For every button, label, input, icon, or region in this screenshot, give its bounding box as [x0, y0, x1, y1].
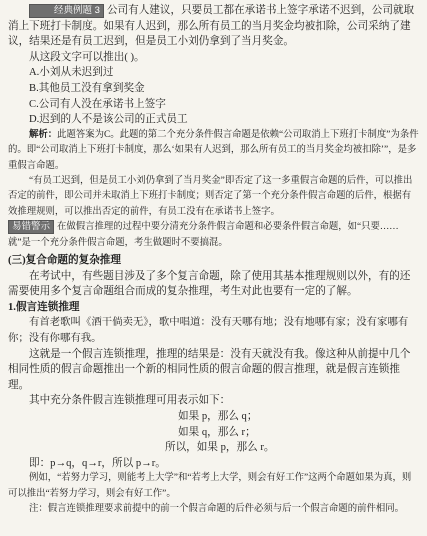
- analysis-label: 解析：: [29, 129, 58, 140]
- analysis-text-1: 此题答案为C。此题的第二个充分条件假言命题是依赖“公司取消上下班打卡制度”为条件的。即“公司取消上下班打卡制度，那么‘如果有人迟到，那么所有员工的当月奖金均被扣除’”，是多重假言命题。: [8, 129, 419, 171]
- example-tag: 经典例题 3: [29, 4, 104, 18]
- poem-paragraph: 有首老歌叫《酒干倘卖无》，歌中唱道：没有天哪有地；没有地哪有家；没有家哪有你；没有你哪有我。: [8, 317, 409, 344]
- tip-tag: 易错警示: [8, 220, 54, 234]
- analysis-paragraph-2: “有员工迟到，但是员工小刘仍拿到了当月奖金”即否定了这一多重假言命题的后件，可以推出否定的前件，即公司并未取消上下班打卡制度；则否定了第一个充分条件假言命题的后件，根据有效推理规则，可以推出否定的前件，有员工没有在承诺书上签字。: [8, 175, 413, 217]
- example-stem: 公司有人建议，只要员工都在承诺书上签字承诺不迟到，公司就取消上下班打卡制度。如果有人迟到，那么所有员工的当月奖金均被扣除，公司采纳了建议，结果还是有员工迟到，但是员工小刘仍拿到了当月奖金。: [8, 5, 415, 48]
- option-c: C.公司有人没在承诺书上签字: [29, 98, 166, 110]
- example-stem-paragraph: [8, 3, 419, 50]
- example-paragraph: 例如，“若努力学习，则能考上大学”和“若考上大学，则会有好工作”这两个命题如果为真，则可以推出“若努力学习，则会有好工作”。: [8, 473, 412, 499]
- form-line-3: 所以，如果 p，那么 r。: [165, 442, 275, 454]
- analysis-paragraph-1: [8, 128, 419, 174]
- option-b: B.其他员工没有拿到奖金: [29, 82, 145, 94]
- subsection-heading: 1.假言连锁推理: [8, 301, 80, 313]
- form-line-2: 如果 q，那么 r；: [178, 426, 256, 438]
- option-a: A.小刘从未迟到过: [29, 67, 114, 79]
- section-intro: 在考试中，有些题目涉及了多个复言命题，除了使用其基本推理规则以外，有的还需要使用多个复言命题组合而成的复杂推理，考生对此也要有一定的了解。: [8, 270, 411, 298]
- tip-text: 在做假言推理的过程中要分清充分条件假言命题和必要条件假言命题，如“只要……就”是一个充分条件假言命题，考生做题时不要搞混。: [8, 222, 399, 248]
- section-heading: (三)复合命题的复杂推理: [8, 255, 121, 266]
- note-paragraph: 注：假言连锁推理要求前提中的前一个假言命题的后件必须与后一个假言命题的前件相同。: [29, 504, 405, 515]
- formula-line: 即：p→q，q→r，所以 p→r。: [29, 457, 166, 469]
- example-question: 从这段文字可以推出( )。: [29, 51, 145, 63]
- explain-paragraph: 这就是一个假言连锁推理，推理的结果是：没有天就没有我。像这种从前提中几个相同性质的假言命题推出一个新的相同性质的假言命题的假言推理，就是假言连锁推理。: [8, 348, 411, 391]
- option-d: D.迟到的人不是该公司的正式员工: [29, 114, 188, 126]
- tip-paragraph: [8, 220, 419, 251]
- form-intro: 其中充分条件假言连锁推理可用表示如下：: [29, 395, 231, 407]
- form-line-1: 如果 p，那么 q；: [178, 410, 258, 422]
